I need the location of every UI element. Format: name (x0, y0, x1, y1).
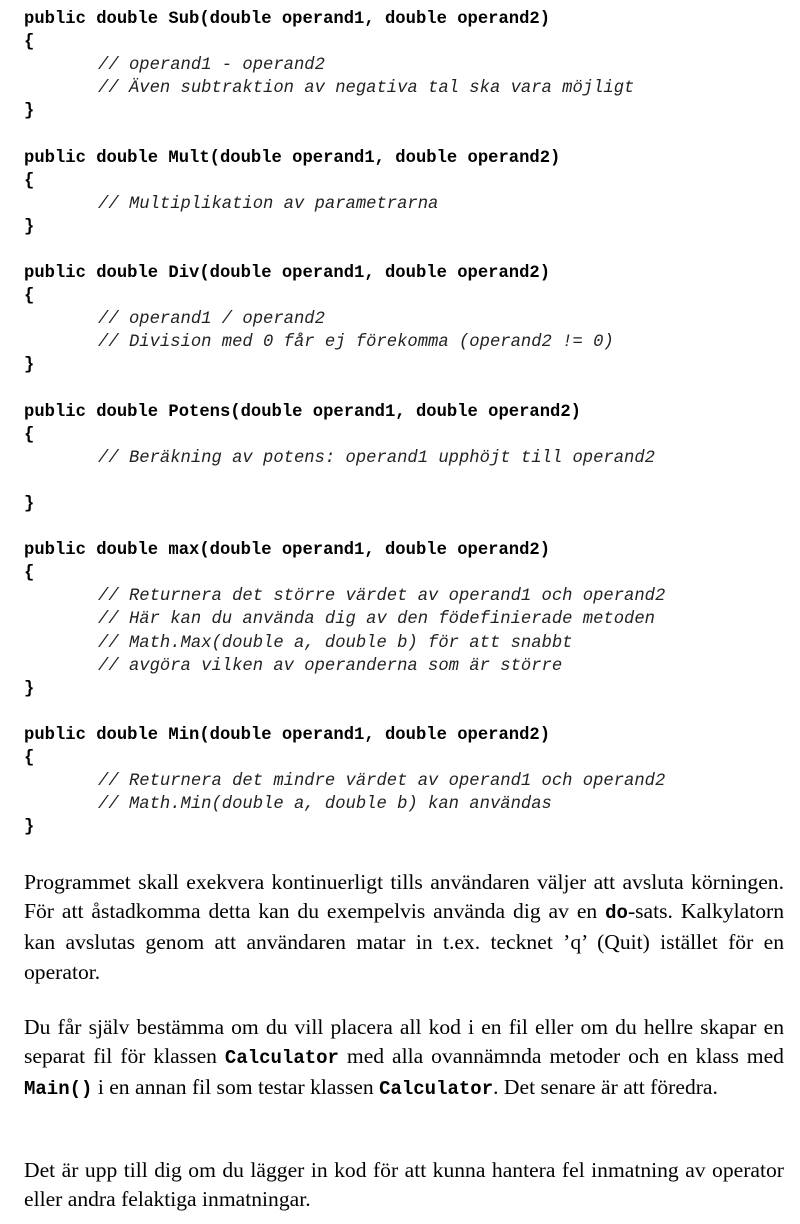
code-comment: // Beräkning av potens: operand1 upphöjt till operand2 (98, 448, 655, 468)
code-comment: // operand1 - operand2 (98, 56, 325, 76)
blank-line (24, 239, 794, 262)
open-brace: { (24, 564, 35, 584)
inline-code-calculator: Calculator (379, 1078, 494, 1101)
code-comment: // operand1 / operand2 (98, 310, 325, 330)
inline-code-main: Main() (24, 1078, 93, 1101)
paragraph-text: Programmet skall exekvera kontinuerligt tills användaren väljer att avsluta körningen. För att åstadkomma detta kan du exempelvis använda dig av en (24, 870, 784, 924)
code-comment: // Returnera det större värdet av operand1 och operand2 (98, 587, 666, 607)
inline-code-calculator: Calculator (224, 1047, 339, 1070)
code-listing (24, 8, 794, 839)
code-comment: // Math.Max(double a, double b) för att snabbt (98, 633, 573, 653)
method-signature-max: public double max(double operand1, double operand2) (24, 541, 551, 561)
method-signature-potens: public double Potens(double operand1, double operand2) (24, 402, 581, 422)
paragraph-loop-description (24, 868, 784, 987)
code-comment: // Returnera det mindre värdet av operand1 och operand2 (98, 772, 666, 792)
code-comment: // Division med 0 får ej förekomma (operand2 != 0) (98, 333, 614, 353)
code-comment-empty (24, 470, 794, 493)
close-brace: } (24, 818, 35, 838)
paragraph-text: . Det senare är att föredra. (493, 1075, 718, 1100)
paragraph-text: i en annan fil som testar klassen (92, 1075, 380, 1100)
open-brace: { (24, 33, 35, 53)
paragraph-error-handling (24, 1156, 784, 1214)
paragraph-file-structure (24, 1013, 784, 1105)
blank-line (24, 123, 794, 146)
code-comment: // Multiplikation av parametrarna (98, 194, 439, 214)
method-signature-mult: public double Mult(double operand1, double operand2) (24, 148, 561, 168)
method-signature-min: public double Min(double operand1, double operand2) (24, 725, 551, 745)
open-brace: { (24, 749, 35, 768)
blank-line (24, 378, 794, 401)
close-brace: } (24, 494, 35, 514)
paragraph-text: Det är upp till dig om du lägger in kod för att kunna hantera fel inmatning av operator eller andra felaktiga inmatningar. (24, 1158, 784, 1212)
code-comment: // Här kan du använda dig av den födefinierade metoden (98, 610, 655, 630)
open-brace: { (24, 287, 35, 307)
method-signature-div: public double Div(double operand1, double operand2) (24, 264, 551, 284)
close-brace: } (24, 102, 35, 122)
inline-code-do: do (605, 902, 628, 925)
code-comment: // avgöra vilken av operanderna som är större (98, 656, 563, 676)
close-brace: } (24, 217, 35, 237)
paragraph-text: Du får själv bestämma om du vill placera all kod i en fil eller om du hellre skapar en separat fil för klassen (24, 1015, 784, 1069)
paragraph-text: -sats. Kalkylatorn kan avslutas genom att användaren matar in t.ex. tecknet ’q’ (Quit) istället för en operator. (24, 899, 784, 984)
open-brace: { (24, 171, 35, 191)
code-comment: // Math.Min(double a, double b) kan användas (98, 795, 552, 815)
blank-line (24, 701, 794, 724)
close-brace: } (24, 356, 35, 376)
open-brace: { (24, 425, 35, 445)
blank-line (24, 516, 794, 539)
method-signature-sub: public double Sub(double operand1, double operand2) (24, 10, 551, 29)
code-comment: // Även subtraktion av negativa tal ska vara möjligt (98, 79, 635, 99)
paragraph-text: med alla ovannämnda metoder och en klass med (338, 1044, 784, 1069)
close-brace: } (24, 679, 35, 699)
